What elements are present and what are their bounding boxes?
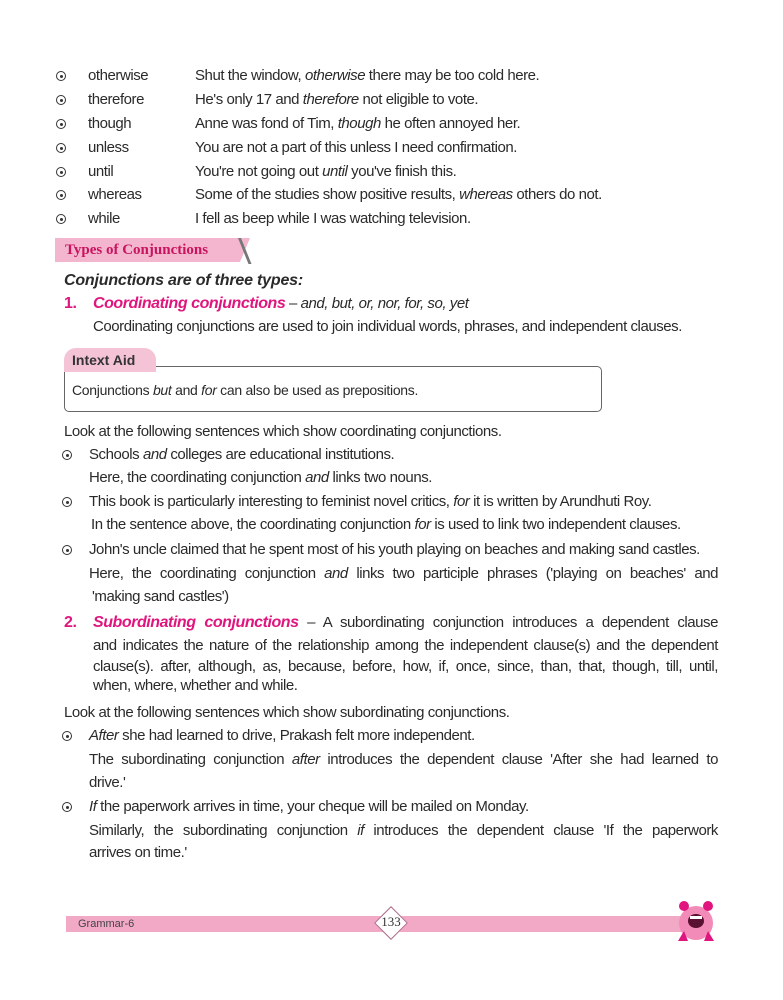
bullet-icon bbox=[56, 119, 66, 129]
bullet-icon bbox=[56, 190, 66, 200]
types-heading: Conjunctions are of three types: bbox=[64, 272, 303, 289]
conjunction-word: otherwise bbox=[88, 67, 149, 84]
sub-intro: Look at the following sentences which show subordinating conjunctions. bbox=[64, 704, 510, 721]
bullet-icon bbox=[62, 802, 72, 812]
page-number: 133 bbox=[381, 914, 401, 929]
bullet-icon bbox=[62, 731, 72, 741]
example-sentence: You're not going out until you've finish this. bbox=[195, 163, 457, 180]
example-note: The subordinating conjunction after introduces the dependent clause 'After she had learned to bbox=[89, 751, 718, 768]
example-note-continued: drive.' bbox=[89, 774, 126, 791]
example-note-continued: 'making sand castles') bbox=[92, 588, 229, 605]
bullet-icon bbox=[56, 167, 66, 177]
mascot-icon bbox=[672, 897, 720, 943]
item-number: 1. bbox=[64, 295, 77, 312]
example-sentence: This book is particularly interesting to feminist novel critics, for it is written by Arundhuti Roy. bbox=[89, 493, 652, 510]
example-sentence: John's uncle claimed that he spent most of his youth playing on beaches and making sand castles. bbox=[89, 541, 700, 558]
example-note: In the sentence above, the coordinating conjunction for is used to link two independent clauses. bbox=[91, 516, 681, 533]
coordinating-description: Coordinating conjunctions are used to join individual words, phrases, and independent clauses. bbox=[93, 318, 682, 335]
bullet-icon bbox=[62, 545, 72, 555]
example-sentence: He's only 17 and therefore not eligible to vote. bbox=[195, 91, 479, 108]
conjunction-word: though bbox=[88, 115, 132, 132]
example-sentence: Schools and colleges are educational institutions. bbox=[89, 446, 395, 463]
example-sentence: Some of the studies show positive results, whereas others do not. bbox=[195, 186, 602, 203]
example-sentence: Shut the window, otherwise there may be too cold here. bbox=[195, 67, 540, 84]
example-note-continued: arrives on time.' bbox=[89, 844, 187, 861]
item-number: 2. bbox=[64, 614, 77, 631]
conjunction-word: unless bbox=[88, 139, 129, 156]
book-title: Grammar-6 bbox=[78, 918, 135, 930]
intext-aid-text: Conjunctions but and for can also be used as prepositions. bbox=[72, 382, 419, 398]
bullet-icon bbox=[62, 497, 72, 507]
conjunction-word: therefore bbox=[88, 91, 144, 108]
subordinating-text: clause(s). after, although, as, because, before, how, if, once, since, than, that, though, till, until, bbox=[93, 658, 718, 675]
coord-intro: Look at the following sentences which show coordinating conjunctions. bbox=[64, 423, 502, 440]
example-sentence: You are not a part of this unless I need confirmation. bbox=[195, 139, 518, 156]
conjunction-word: whereas bbox=[88, 186, 142, 203]
bullet-icon bbox=[56, 214, 66, 224]
example-note: Here, the coordinating conjunction and links two participle phrases ('playing on beaches' and bbox=[89, 565, 718, 582]
subordinating-text: when, where, whether and while. bbox=[93, 677, 298, 694]
bullet-icon bbox=[56, 143, 66, 153]
example-note: Similarly, the subordinating conjunction if introduces the dependent clause 'If the paperwork bbox=[89, 822, 718, 839]
example-sentence: Anne was fond of Tim, though he often annoyed her. bbox=[195, 115, 521, 132]
example-sentence: I fell as beep while I was watching television. bbox=[195, 210, 471, 227]
example-sentence: If the paperwork arrives in time, your cheque will be mailed on Monday. bbox=[89, 798, 529, 815]
subordinating-text: and indicates the nature of the relationship among the independent clause(s) and the dependent bbox=[93, 637, 718, 654]
bullet-icon bbox=[56, 95, 66, 105]
conjunction-word: until bbox=[88, 163, 114, 180]
bullet-icon bbox=[62, 450, 72, 460]
coordinating-heading: Coordinating conjunctions – and, but, or, nor, for, so, yet bbox=[93, 295, 469, 312]
conjunction-word: while bbox=[88, 210, 120, 227]
example-sentence: After she had learned to drive, Prakash felt more independent. bbox=[89, 727, 475, 744]
example-note: Here, the coordinating conjunction and links two nouns. bbox=[89, 469, 432, 486]
subordinating-heading: Subordinating conjunctions – A subordinating conjunction introduces a dependent clause bbox=[93, 614, 718, 631]
bullet-icon bbox=[56, 71, 66, 81]
intext-aid-label: Intext Aid bbox=[64, 348, 156, 372]
section-heading: Types of Conjunctions bbox=[55, 238, 240, 262]
